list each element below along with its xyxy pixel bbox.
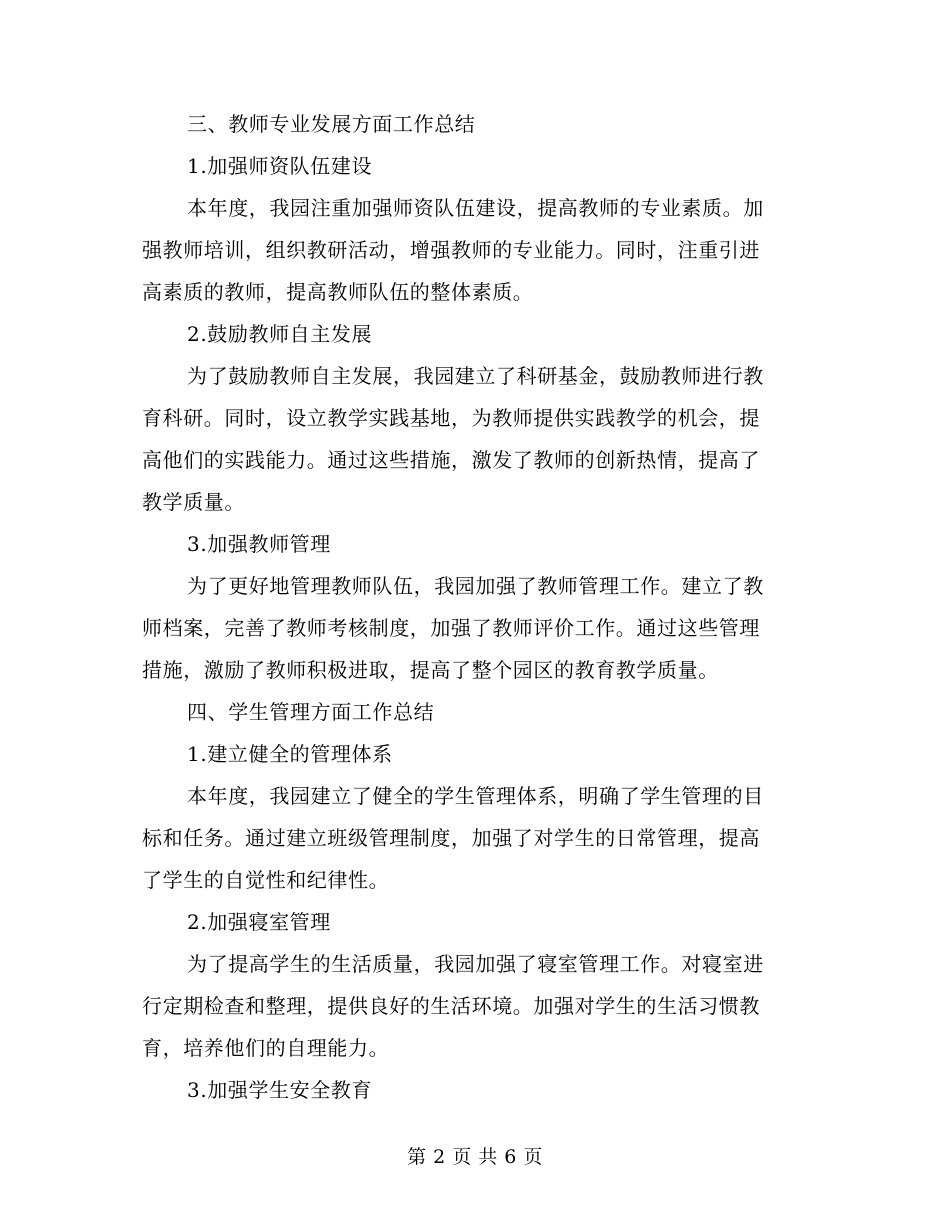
paragraph-line: 了学生的自觉性和纪律性。 (142, 868, 390, 892)
subsection-heading: 1.建立健全的管理体系 (187, 742, 393, 766)
section-heading: 三、教师专业发展方面工作总结 (187, 112, 476, 136)
paragraph-line: 本年度，我园注重加强师资队伍建设，提高教师的专业素质。加 (187, 196, 764, 220)
subsection-heading: 1.加强师资队伍建设 (187, 154, 373, 178)
paragraph-line: 高他们的实践能力。通过这些措施，激发了教师的创新热情，提高了 (142, 448, 760, 472)
paragraph-line: 措施，激励了教师积极进取，提高了整个园区的教育教学质量。 (142, 658, 719, 682)
paragraph-line: 行定期检查和整理，提供良好的生活环境。加强对学生的生活习惯教 (142, 994, 760, 1018)
paragraph-line: 为了提高学生的生活质量，我园加强了寝室管理工作。对寝室进 (187, 952, 764, 976)
document-body (142, 103, 812, 1111)
paragraph-line: 高素质的教师，提高教师队伍的整体素质。 (142, 280, 534, 304)
subsection-heading: 2.加强寝室管理 (187, 910, 331, 934)
paragraph-line: 育科研。同时，设立教学实践基地，为教师提供实践教学的机会，提 (142, 406, 760, 430)
paragraph-line: 强教师培训，组织教研活动，增强教师的专业能力。同时，注重引进 (142, 238, 760, 262)
subsection-heading: 3.加强学生安全教育 (187, 1078, 373, 1102)
subsection-heading: 2.鼓励教师自主发展 (187, 322, 373, 346)
paragraph-line: 本年度，我园建立了健全的学生管理体系，明确了学生管理的目 (187, 784, 764, 808)
paragraph-line: 教学质量。 (142, 490, 245, 514)
section-heading: 四、学生管理方面工作总结 (187, 700, 435, 724)
paragraph-line: 为了更好地管理教师队伍，我园加强了教师管理工作。建立了教 (187, 574, 764, 598)
subsection-heading: 3.加强教师管理 (187, 532, 331, 556)
paragraph-line: 师档案，完善了教师考核制度，加强了教师评价工作。通过这些管理 (142, 616, 760, 640)
page-number-footer: 第 2 页 共 6 页 (407, 1146, 543, 1168)
paragraph-line: 为了鼓励教师自主发展，我园建立了科研基金，鼓励教师进行教 (187, 364, 764, 388)
paragraph-line: 育，培养他们的自理能力。 (142, 1036, 390, 1060)
paragraph-line: 标和任务。通过建立班级管理制度，加强了对学生的日常管理，提高 (142, 826, 760, 850)
